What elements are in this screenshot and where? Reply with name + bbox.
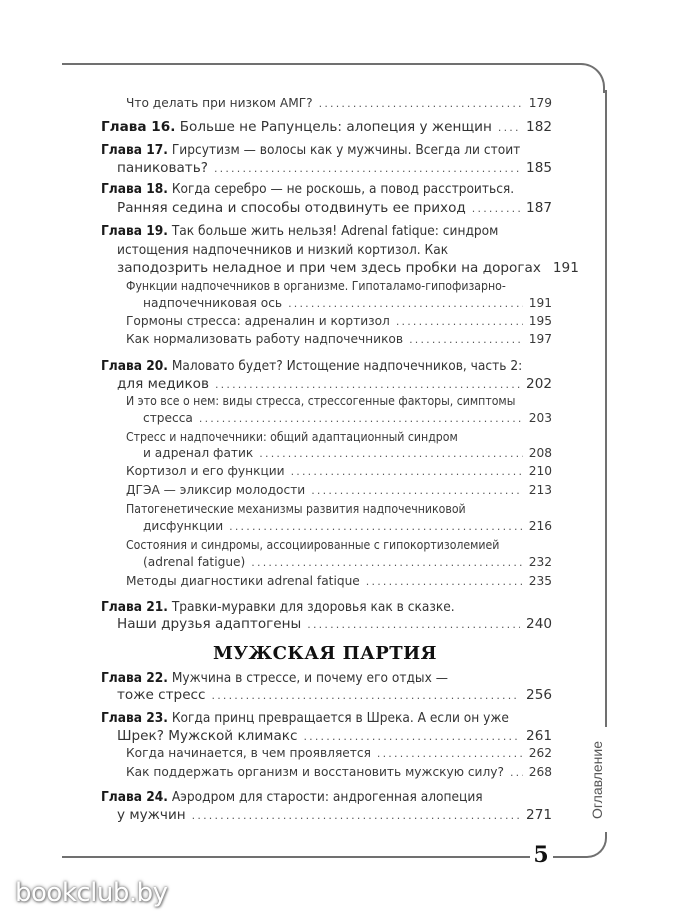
- chapter-title-line2: Наши друзья адаптогены: [117, 616, 302, 632]
- toc-subsection[interactable]: [126, 744, 552, 763]
- chapter-label: Глава 22.: [101, 670, 168, 686]
- leader-dots: [199, 410, 523, 428]
- chapter-label: Глава 24.: [101, 789, 168, 805]
- toc-page-number: 213: [528, 483, 552, 497]
- toc-page-number: 185: [526, 160, 552, 176]
- side-section-label: Оглавление: [589, 737, 605, 823]
- toc-subsection-title-line1[interactable]: И это все о нем: виды стресса, стрессогенные факторы, симптомы: [126, 394, 516, 408]
- toc-chapter-22-cont[interactable]: [117, 686, 552, 705]
- toc-entry-title: Что делать при низком АМГ?: [126, 96, 313, 110]
- leader-dots: [259, 445, 522, 463]
- toc-chapter-23[interactable]: [101, 709, 509, 727]
- watermark: bookclub.by: [15, 878, 168, 908]
- chapter-title-line1: Когда серебро — не роскошь, а повод расстроиться.: [171, 181, 515, 197]
- leader-dots: [409, 331, 523, 349]
- chapter-title-line1: Аэродром для старости: андрогенная алопеция: [171, 789, 483, 805]
- leader-dots: [366, 573, 523, 591]
- toc-page-number: 256: [526, 687, 552, 703]
- toc-page-number: 195: [528, 314, 552, 328]
- toc-subsection[interactable]: [143, 409, 552, 428]
- section-heading: МУЖСКАЯ ПАРТИЯ: [212, 643, 438, 664]
- toc-page-number: 210: [528, 464, 552, 478]
- toc-subsection[interactable]: [143, 517, 552, 536]
- toc-page-number: 187: [526, 200, 552, 216]
- chapter-title-line1: Маловато будет? Истощение надпочечников, часть 2:: [171, 358, 523, 374]
- toc-page-number: 261: [526, 728, 552, 744]
- chapter-title-line1: Когда принц превращается в Шрека. А если он уже: [171, 710, 509, 726]
- toc-chapter-20[interactable]: [101, 357, 522, 375]
- leader-dots: [319, 95, 523, 113]
- toc-chapter-24-cont[interactable]: [117, 806, 552, 825]
- leader-dots: [472, 200, 520, 218]
- toc-entry-title: надпочечниковая ось: [143, 296, 283, 310]
- toc-subsection[interactable]: [143, 294, 552, 313]
- toc-subsection-title-line1[interactable]: Стресс и надпочечники: общий адаптационный синдром: [126, 430, 458, 444]
- leader-dots: [377, 745, 523, 763]
- leader-dots: [311, 482, 523, 500]
- toc-chapter-22[interactable]: [101, 669, 448, 687]
- chapter-title-line2: Ранняя седина и способы отодвинуть ее приход: [117, 200, 466, 216]
- toc-page-number: 232: [528, 555, 552, 569]
- chapter-label: Глава 18.: [101, 181, 168, 197]
- toc-page-number: 208: [528, 446, 552, 460]
- chapter-label: Глава 21.: [101, 599, 168, 615]
- toc-subsection[interactable]: [126, 572, 552, 591]
- chapter-title-line1: Так больше жить нельзя! Adrenal fatique: синдром: [171, 223, 499, 239]
- chapter-title-line2: у мужчин: [117, 807, 186, 823]
- toc-entry-title: Кортизол и его функции: [126, 464, 285, 478]
- toc-subsection-title-line1[interactable]: Функции надпочечников в организме. Гипоталамо-гипофизарно-: [126, 279, 506, 293]
- leader-dots: [498, 119, 520, 137]
- toc-entry-title: и адренал фатик: [143, 446, 254, 460]
- chapter-title-line3: заподозрить неладное и при чем здесь пробки на дорогах: [117, 260, 541, 276]
- toc-chapter-18[interactable]: [101, 180, 514, 198]
- chapter-title-line2: паниковать?: [117, 160, 208, 176]
- toc-entry-title: стресса: [143, 411, 193, 425]
- toc-page-number: 202: [526, 376, 552, 392]
- chapter-label: Глава 16.: [101, 119, 176, 135]
- toc-page-number: 197: [528, 332, 552, 346]
- chapter-label: Глава 19.: [101, 223, 168, 239]
- toc-page-number: 179: [528, 96, 552, 110]
- leader-dots: [307, 616, 520, 634]
- toc-chapter-17[interactable]: [101, 141, 520, 159]
- toc-subsection[interactable]: [126, 481, 552, 500]
- leader-dots: [229, 518, 523, 536]
- toc-page-number: 203: [528, 411, 552, 425]
- chapter-title-line2: Шрек? Мужской климакс: [117, 728, 298, 744]
- toc-entry-title: ДГЭА — эликсир молодости: [126, 483, 306, 497]
- chapter-label: Глава 20.: [101, 358, 168, 374]
- toc-entry-title: Как нормализовать работу надпочечников: [126, 332, 404, 346]
- chapter-title: Больше не Рапунцель: алопеция у женщин: [179, 119, 492, 135]
- toc-page-number: 262: [528, 746, 552, 760]
- toc-chapter-21-cont[interactable]: [117, 615, 552, 634]
- chapter-title-line2: для медиков: [117, 376, 209, 392]
- toc-entry-title: Гормоны стресса: адреналин и кортизол: [126, 314, 390, 328]
- toc-entry[interactable]: [126, 94, 552, 113]
- toc-subsection[interactable]: [126, 763, 552, 782]
- toc-page-number: 268: [528, 765, 552, 779]
- chapter-title-line1: Мужчина в стрессе, и почему его отдых —: [171, 670, 448, 686]
- toc-chapter-24[interactable]: [101, 788, 483, 806]
- toc-chapter-17-cont[interactable]: [117, 159, 552, 178]
- toc-page-number: 271: [526, 807, 552, 823]
- toc-chapter-21[interactable]: [101, 598, 455, 616]
- toc-chapter-16[interactable]: [101, 118, 552, 137]
- chapter-label: Глава 17.: [101, 142, 168, 158]
- leader-dots: [214, 160, 520, 178]
- toc-subsection[interactable]: [143, 444, 552, 463]
- toc-chapter-18-cont[interactable]: [117, 199, 552, 218]
- chapter-title-line1: Травки-муравки для здоровья как в сказке.: [171, 599, 455, 615]
- toc-entry-title: Когда начинается, в чем проявляется: [126, 746, 371, 760]
- toc-entry-title: Как поддержать организм и восстановить мужскую силу?: [126, 765, 504, 779]
- toc-entry-title: (adrenal fatigue): [143, 555, 246, 569]
- toc-entry-title: дисфункции: [143, 519, 224, 533]
- leader-dots: [212, 687, 521, 705]
- leader-dots: [396, 313, 523, 331]
- leader-dots: [192, 807, 520, 825]
- leader-dots: [510, 764, 523, 782]
- toc-entry-title: Методы диагностики adrenal fatique: [126, 574, 360, 588]
- toc-page-number: 191: [552, 260, 579, 276]
- toc-subsection[interactable]: [126, 312, 552, 331]
- toc-page-number: 191: [528, 296, 552, 310]
- toc-subsection[interactable]: [126, 330, 552, 349]
- chapter-title-line2: истощения надпочечников и низкий кортизол. Как: [117, 242, 449, 258]
- toc-chapter-19[interactable]: [101, 222, 498, 240]
- toc-subsection[interactable]: [126, 462, 552, 481]
- toc-page-number: 235: [528, 574, 552, 588]
- toc-page-number: 240: [526, 616, 552, 632]
- page-number: 5: [533, 842, 549, 868]
- leader-dots: [291, 463, 523, 481]
- toc-subsection[interactable]: [143, 553, 552, 572]
- toc-subsection-title-line1[interactable]: Состояния и синдромы, ассоциированные с гипокортизолемией: [126, 538, 500, 552]
- chapter-title-line1: Гирсутизм — волосы как у мужчины. Всегда ли стоит: [171, 142, 521, 158]
- chapter-label: Глава 23.: [101, 710, 168, 726]
- toc-chapter-19-cont[interactable]: [117, 259, 579, 278]
- toc-page-number: 182: [526, 119, 552, 135]
- leader-dots: [251, 554, 522, 572]
- toc-subsection-title-line1[interactable]: Патогенетические механизмы развития надпочечниковой: [126, 502, 466, 516]
- leader-dots: [288, 295, 523, 313]
- chapter-title-line2: тоже стресс: [117, 687, 206, 703]
- toc-page-number: 216: [528, 519, 552, 533]
